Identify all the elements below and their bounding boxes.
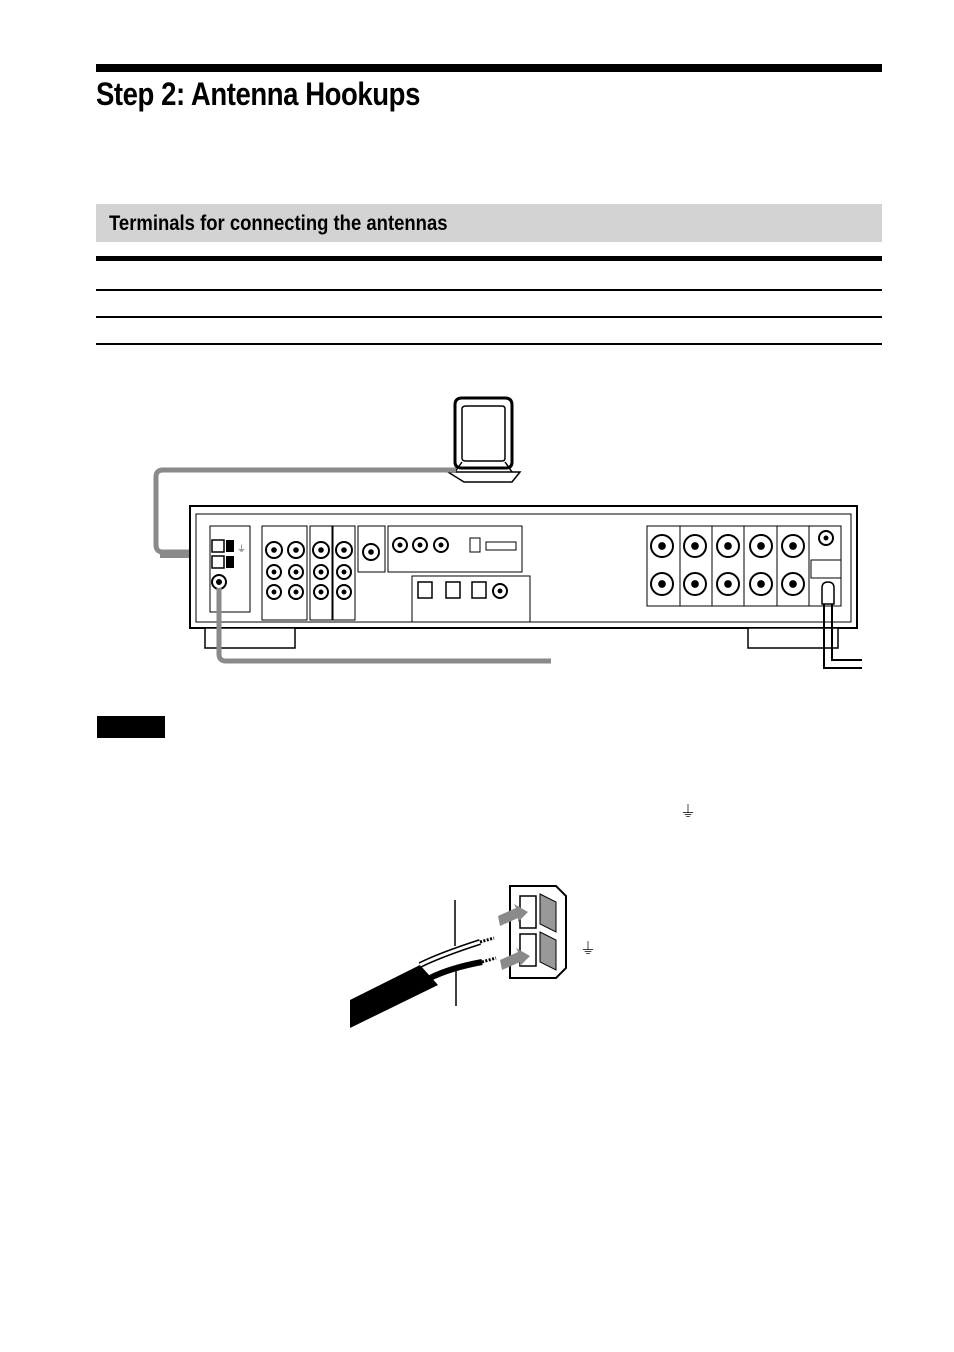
am-cable-icon: [350, 900, 496, 1028]
page-title: Step 2: Antenna Hookups: [96, 76, 420, 112]
ground-symbol: ⏚: [680, 804, 697, 821]
ground-icon: ⏚: [580, 939, 597, 958]
section-title: Terminals for connecting the antennas: [109, 212, 448, 235]
terminal-block-icon: [510, 886, 566, 978]
svg-text:⏚: ⏚: [237, 545, 247, 555]
